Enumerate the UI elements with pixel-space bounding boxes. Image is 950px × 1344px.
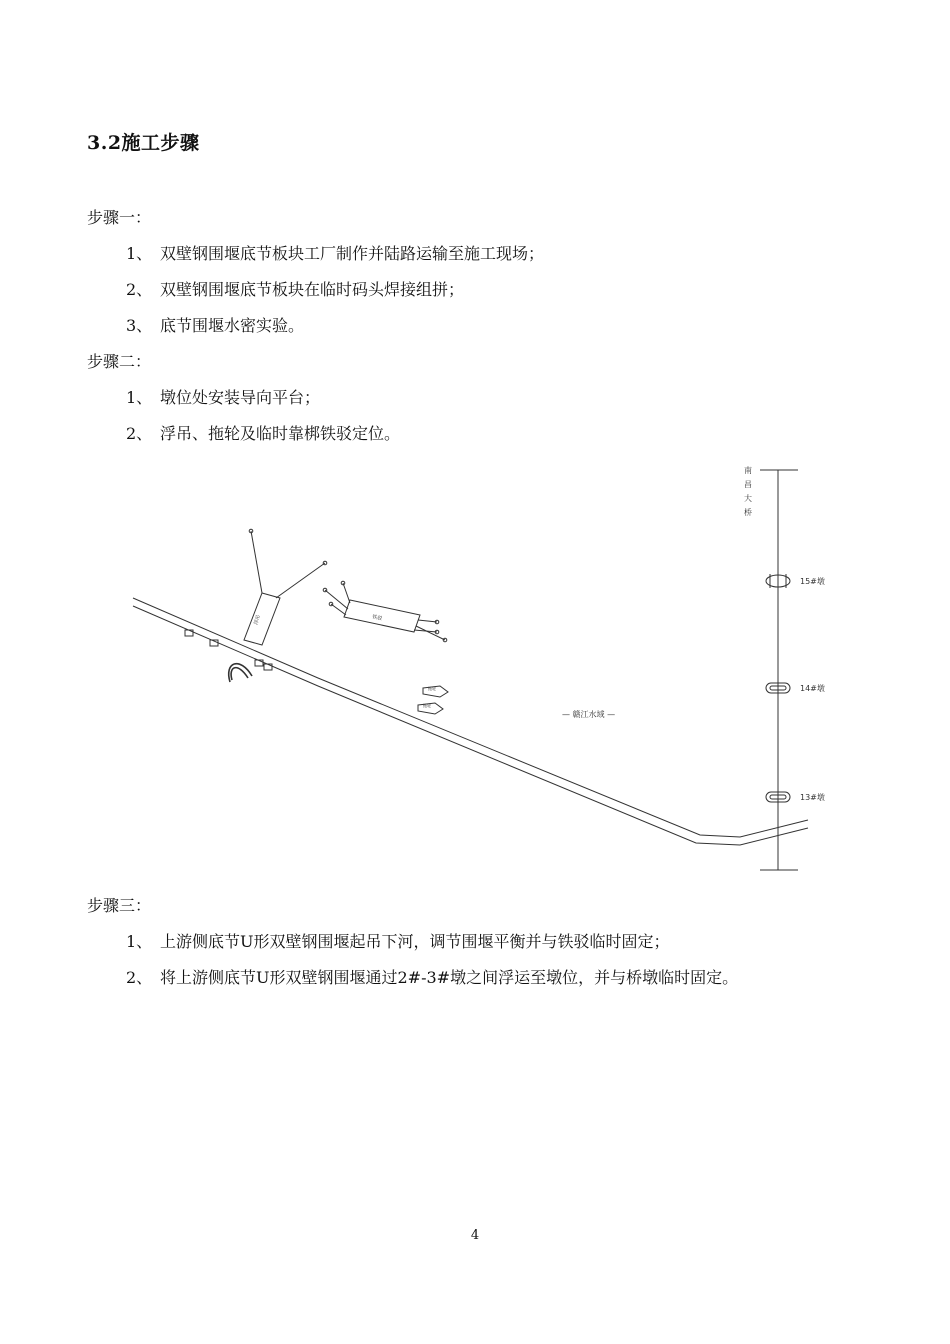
- item-number: 2、: [126, 968, 153, 987]
- crane-label: 浮吊: [253, 614, 262, 626]
- item-text: 浮吊、拖轮及临时靠梆铁驳定位。: [160, 424, 401, 443]
- pier-13-label: 13#墩: [800, 793, 825, 802]
- step1-item-2: [126, 280, 464, 300]
- site-layout-drawing: [120, 455, 825, 880]
- item-text: 底节围堰水密实验。: [160, 316, 305, 335]
- step1-label: 步骤一：: [87, 208, 152, 227]
- tugboat-label: 拖轮: [428, 686, 436, 691]
- barge-label: 铁驳: [371, 614, 383, 623]
- item-text: 双壁钢围堰底节板块工厂制作并陆路运输至施工现场；: [160, 244, 545, 263]
- step3-label: 步骤三：: [87, 896, 152, 915]
- step3-item-1: [126, 932, 670, 952]
- item-text: 将上游侧底节U形双壁钢围堰通过2#-3#墩之间浮运至墩位，并与桥墩临时固定。: [160, 968, 739, 987]
- u-cofferdam-icon: [229, 664, 252, 682]
- item-number: 1、: [126, 932, 153, 951]
- water-label: — 赣江水域 —: [562, 710, 616, 719]
- step2-label: 步骤二：: [87, 352, 152, 371]
- item-number: 2、: [126, 280, 153, 299]
- page-number: 4: [470, 1228, 480, 1243]
- item-text: 上游侧底节U形双壁钢围堰起吊下河，调节围堰平衡并与铁驳临时固定；: [160, 932, 670, 951]
- step3-item-2: [126, 968, 738, 988]
- section-title: 3.2施工步骤: [87, 132, 200, 154]
- step1-item-1: [126, 244, 544, 264]
- pier-14-label: 14#墩: [800, 684, 825, 693]
- river-bank-outer: [133, 598, 808, 837]
- step2-item-2: [126, 424, 400, 444]
- item-number: 1、: [126, 388, 153, 407]
- pier-15-label: 15#墩: [800, 577, 825, 586]
- item-number: 2、: [126, 424, 153, 443]
- item-text: 墩位处安装导向平台；: [160, 388, 321, 407]
- bridge-label: 南昌大桥: [743, 466, 753, 522]
- step1-item-3: [126, 316, 304, 336]
- step2-item-1: [126, 388, 320, 408]
- item-number: 1、: [126, 244, 153, 263]
- item-number: 3、: [126, 316, 153, 335]
- tugboat-label: 拖轮: [423, 703, 431, 708]
- item-text: 双壁钢围堰底节板块在临时码头焊接组拼；: [160, 280, 465, 299]
- jetty-box: [244, 593, 280, 645]
